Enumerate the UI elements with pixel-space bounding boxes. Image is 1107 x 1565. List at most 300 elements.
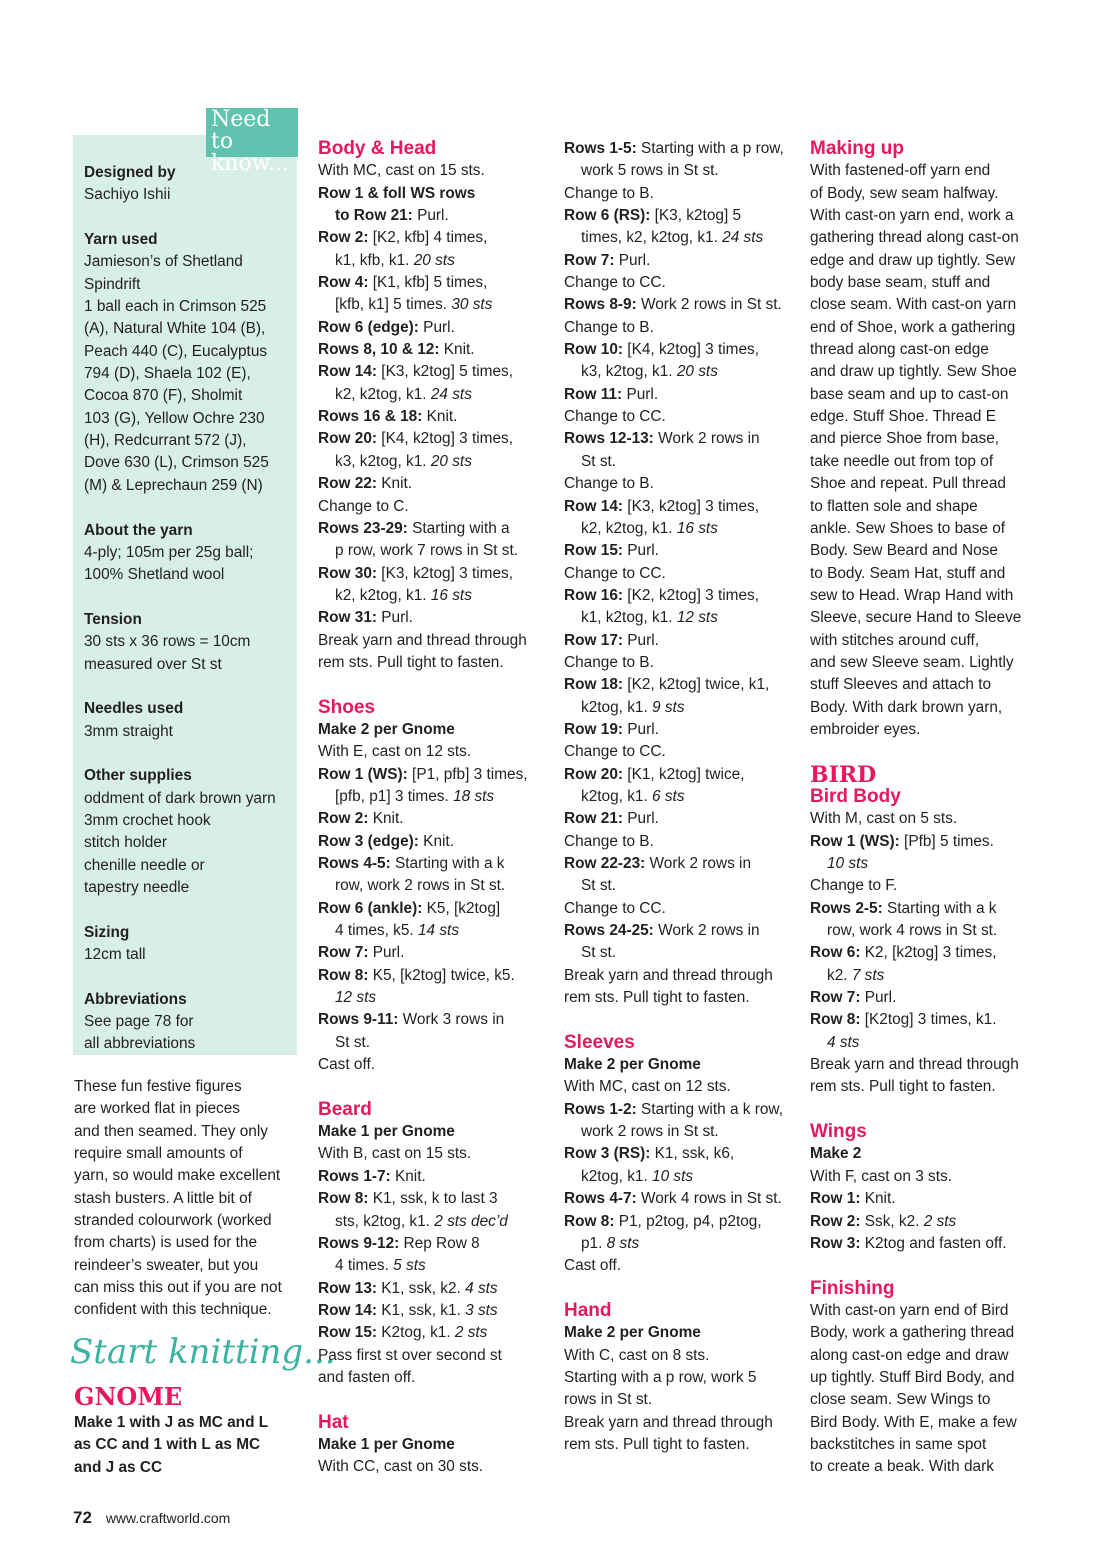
pattern-line [810, 361, 1042, 383]
stitch-count: 10 sts [652, 1167, 694, 1185]
pattern-line [318, 294, 546, 316]
row-text: Change to CC. [564, 743, 666, 761]
row-text: K1, ssk, k1. [377, 1301, 466, 1319]
row-label: Rows 2-5: [810, 899, 883, 917]
row-text: k2, k2tog, k1. [581, 519, 677, 537]
section-heading: Finishing [810, 1277, 895, 1299]
row-text: k1, kfb, k1. [335, 251, 414, 269]
row-text: stuff Sleeves and attach to [810, 676, 992, 694]
stitch-count: 20 sts [676, 363, 718, 381]
pattern-line [318, 1166, 546, 1188]
pattern-line [318, 1345, 546, 1367]
section-heading: Making up [810, 138, 904, 159]
row-text: With B, cast on 15 sts. [318, 1145, 472, 1163]
row-label: Row 1 & foll WS rows [318, 184, 476, 202]
row-text: With C, cast on 8 sts. [564, 1346, 710, 1364]
pattern-line [318, 1367, 546, 1389]
row-text: Knit. [422, 408, 458, 426]
pattern-line [810, 160, 1042, 182]
row-text: Change to CC. [564, 899, 666, 917]
sidebar-value: Peach 440 (C), Eucalyptus [84, 342, 268, 360]
row-text: k3, k2tog, k1. [581, 363, 677, 381]
stitch-count: 18 sts [453, 787, 495, 805]
sidebar-value: stitch holder [84, 834, 167, 852]
row-label: Row 8: [318, 1190, 369, 1208]
row-text: Break yarn and thread through [564, 1413, 773, 1431]
row-label: Row 3: [810, 1234, 861, 1252]
row-text: Knit. [390, 1167, 426, 1185]
pattern-line [318, 1456, 546, 1478]
row-text: Break yarn and thread through [810, 1056, 1019, 1074]
pattern-line [564, 987, 794, 1009]
pattern-line [810, 384, 1042, 406]
row-text: K1, ssk, k6, [650, 1145, 735, 1163]
pattern-line [318, 652, 546, 674]
row-text: work 2 rows in St st. [581, 1123, 719, 1141]
row-text: k2tog, k1. [581, 698, 653, 716]
row-text: Purl. [623, 810, 659, 828]
spacer [84, 743, 294, 765]
pattern-line [318, 250, 546, 272]
row-text: edge and draw up tightly. Sew [810, 251, 1016, 269]
pattern-line [810, 1188, 1042, 1210]
row-text: Cast off. [318, 1056, 376, 1074]
sidebar-value: chenille needle or [84, 856, 205, 874]
pattern-line [318, 1032, 546, 1054]
row-text: gathering thread along cast-on [810, 229, 1019, 247]
pattern-line [810, 898, 1042, 920]
pattern-line [318, 540, 546, 562]
row-text: p row, work 7 rows in St st. [335, 542, 519, 560]
row-label: Row 15: [318, 1324, 378, 1342]
pattern-line [564, 227, 794, 249]
pattern-line [564, 898, 794, 920]
section-subheading: Make 1 per Gnome [318, 1435, 455, 1453]
pattern-line [564, 473, 794, 495]
row-text: [kfb, k1] 5 times. [335, 296, 452, 314]
intro-paragraph [74, 1076, 302, 1322]
pattern-line [318, 227, 546, 249]
row-text: Work 3 rows in [398, 1011, 505, 1029]
row-label: Row 31: [318, 609, 378, 627]
pattern-line [810, 674, 1042, 696]
row-text: With F, cast on 3 sts. [810, 1167, 952, 1185]
pattern-line [318, 361, 546, 383]
pattern-line [810, 920, 1042, 942]
sidebar-value: Dove 630 (L), Crimson 525 [84, 454, 269, 472]
row-text: Knit. [439, 341, 475, 359]
stitch-count: 3 sts [465, 1301, 498, 1319]
row-text: embroider eyes. [810, 720, 921, 738]
row-text: edge. Stuff Shoe. Thread E [810, 408, 996, 426]
pattern-line [564, 719, 794, 741]
spacer [84, 497, 294, 519]
pattern-line [318, 630, 546, 652]
row-text: Knit. [368, 810, 404, 828]
row-label: Row 8: [318, 966, 369, 984]
row-label: Row 6: [810, 944, 861, 962]
pattern-line [564, 585, 794, 607]
row-label: Row 1: [810, 1190, 861, 1208]
section-heading: Wings [810, 1121, 867, 1143]
row-text: [K1, kfb] 5 times, [368, 274, 488, 292]
row-label: Row 20: [564, 765, 624, 783]
row-text: Purl. [412, 207, 449, 225]
intro-line: These fun festive figures [74, 1078, 242, 1095]
row-label: Rows 1-7: [318, 1167, 391, 1185]
row-text: rem sts. Pull tight to fasten. [564, 1435, 750, 1453]
spacer [84, 587, 294, 609]
row-text: With MC, cast on 15 sts. [318, 162, 485, 180]
row-label: Row 8: [810, 1011, 861, 1029]
row-label: Row 20: [318, 430, 378, 448]
stitch-count: 9 sts [652, 698, 685, 716]
spacer [84, 966, 294, 988]
row-text: Change to B. [564, 832, 654, 850]
sidebar-value: 1 ball each in Crimson 525 [84, 298, 267, 316]
sidebar-value: tapestry needle [84, 879, 190, 896]
row-label: Row 6 (ankle): [318, 899, 423, 917]
row-label: Row 11: [564, 385, 623, 403]
pattern-line [318, 831, 546, 853]
pattern-line [810, 1211, 1042, 1233]
pattern-line [810, 205, 1042, 227]
row-text: Purl. [377, 609, 413, 627]
row-text: base seam and up to cast-on [810, 385, 1009, 403]
pattern-line [318, 1143, 546, 1165]
pattern-line [810, 987, 1042, 1009]
pattern-line [564, 1143, 794, 1165]
row-text: with stitches around cuff, [810, 631, 980, 649]
row-text: Knit. [377, 475, 413, 493]
row-text: Starting with a k row, [636, 1100, 783, 1118]
row-label: Rows 4-5: [318, 855, 391, 872]
sidebar-value: Spindrift [84, 275, 141, 293]
pattern-column-2 [564, 138, 794, 1456]
row-text: close seam. With cast-on yarn [810, 296, 1017, 314]
pattern-line [810, 227, 1042, 249]
section-subheading: Make 2 per Gnome [318, 720, 455, 738]
row-text: Change to F. [810, 877, 898, 895]
pattern-line [564, 294, 794, 316]
row-text: Work 2 rows in [653, 922, 760, 940]
website-link[interactable]: www.craftworld.com [105, 1510, 231, 1526]
pattern-line [810, 1054, 1042, 1076]
pattern-line [810, 1412, 1042, 1434]
pattern-line [810, 406, 1042, 428]
row-text: Purl. [623, 631, 659, 649]
row-text: Purl. [418, 318, 455, 336]
gnome-subtitle-line: and J as CC [74, 1458, 163, 1476]
pattern-line [564, 630, 794, 652]
need-to-know-list [84, 162, 294, 1056]
sidebar-label: Abbreviations [84, 990, 187, 1008]
row-label: Row 3 (RS): [564, 1145, 651, 1163]
row-label: Rows 8, 10 & 12: [318, 341, 440, 359]
row-label: Row 2: [810, 1212, 861, 1230]
row-label: Row 15: [564, 542, 624, 560]
row-text: [K4, k2tog] 3 times, [377, 430, 514, 448]
sidebar-value: oddment of dark brown yarn [84, 789, 276, 807]
intro-line: require small amounts of [74, 1145, 243, 1163]
pattern-line [318, 473, 546, 495]
row-text: Break yarn and thread through [318, 631, 527, 649]
row-text: Purl. [623, 720, 659, 738]
row-text: backstitches in same spot [810, 1435, 987, 1453]
pattern-line [318, 384, 546, 406]
row-text: Body. With dark brown yarn, [810, 698, 1003, 716]
sidebar-value: 3mm straight [84, 722, 173, 740]
sidebar-value: 30 sts x 36 rows = 10cm [84, 633, 251, 651]
stitch-count: 16 sts [676, 519, 718, 537]
row-text: [pfb, p1] 3 times. [335, 787, 454, 805]
row-text: Change to B. [564, 475, 654, 493]
row-text: Starting with a p row, work 5 [564, 1368, 757, 1386]
pattern-line [318, 496, 546, 518]
row-text: [K2, kfb] 4 times, [368, 229, 488, 247]
row-label: Rows 4-7: [564, 1190, 637, 1208]
pattern-line [810, 1322, 1042, 1344]
row-label: Rows 9-12: [318, 1234, 400, 1252]
row-text: Sleeve, secure Hand to Sleeve [810, 609, 1022, 627]
row-text: P1, p2tog, p4, p2tog, [614, 1212, 762, 1230]
row-text: of Body, sew seam halfway. [810, 184, 999, 202]
row-text: Starting with a [407, 519, 510, 537]
intro-line: stash busters. A little bit of [74, 1189, 252, 1207]
section-heading: Sleeves [564, 1031, 635, 1053]
row-text: Starting with a k [390, 855, 505, 872]
row-text: K5, [k2tog] [422, 899, 501, 917]
sidebar-label: Sizing [84, 923, 130, 941]
row-label: Rows 9-11: [318, 1011, 399, 1029]
pattern-line [564, 607, 794, 629]
row-text: Purl. [614, 251, 651, 269]
pattern-line [564, 1255, 794, 1277]
row-text: work 5 rows in St st. [581, 162, 719, 180]
row-text: to flatten sole and shape [810, 497, 978, 515]
stitch-count: 4 sts [827, 1033, 860, 1051]
row-text: Body, work a gathering thread [810, 1324, 1015, 1342]
pattern-line [318, 428, 546, 450]
pattern-line [564, 1188, 794, 1210]
row-text: [K1, k2tog] twice, [623, 765, 745, 783]
row-label: Row 10: [564, 341, 624, 359]
row-label: Row 1 (WS): [318, 765, 408, 783]
pattern-line [318, 875, 546, 897]
row-text: 4 times, k5. [335, 922, 418, 940]
row-label: Rows 1-5: [564, 140, 637, 157]
pattern-line [564, 965, 794, 987]
need-to-know-badge [206, 107, 298, 176]
pattern-line [564, 1099, 794, 1121]
pattern-line [564, 674, 794, 696]
row-text: K2, [k2tog] 3 times, [860, 944, 997, 962]
row-text: up tightly. Stuff Bird Body, and [810, 1368, 1015, 1386]
pattern-line [810, 652, 1042, 674]
row-text: thread along cast-on edge [810, 341, 989, 359]
pattern-line [564, 496, 794, 518]
pattern-line [564, 808, 794, 830]
pattern-line [564, 451, 794, 473]
pattern-line [318, 808, 546, 830]
row-label: Row 22-23: [564, 855, 646, 872]
row-text: rem sts. Pull tight to fasten. [810, 1078, 996, 1096]
pattern-line [564, 339, 794, 361]
pattern-line [318, 451, 546, 473]
pattern-line [318, 1009, 546, 1031]
row-text: [K2tog] 3 times, k1. [860, 1011, 997, 1029]
pattern-line [810, 428, 1042, 450]
section-subheading: Make 2 [810, 1145, 862, 1163]
pattern-line [318, 339, 546, 361]
pattern-line [564, 853, 794, 875]
pattern-line [564, 1345, 794, 1367]
pattern-line [810, 250, 1042, 272]
row-text: sts, k2tog, k1. [335, 1212, 435, 1230]
gnome-subtitle-line: Make 1 with J as MC and L [74, 1414, 269, 1431]
row-text: K2tog, k1. [377, 1324, 455, 1342]
row-text: St st. [581, 877, 617, 895]
sidebar-value: Cocoa 870 (F), Sholmit [84, 387, 243, 405]
row-text: Work 4 rows in St st. [636, 1190, 782, 1208]
row-label: Row 30: [318, 564, 378, 582]
pattern-line [564, 1367, 794, 1389]
pattern-line [810, 1032, 1042, 1054]
pattern-line [318, 786, 546, 808]
pattern-line [810, 875, 1042, 897]
row-text: With CC, cast on 30 sts. [318, 1458, 484, 1476]
pattern-line [810, 1345, 1042, 1367]
pattern-line [810, 272, 1042, 294]
row-text: Cast off. [564, 1257, 622, 1275]
row-label: Row 13: [318, 1279, 378, 1297]
pattern-line [564, 942, 794, 964]
pattern-line [564, 1076, 794, 1098]
pattern-line [810, 630, 1042, 652]
intro-line: are worked flat in pieces [74, 1100, 240, 1118]
row-text: [K4, k2tog] 3 times, [623, 341, 760, 359]
pattern-line [564, 317, 794, 339]
row-text: [K3, k2tog] 3 times, [623, 497, 760, 515]
pattern-line [564, 1434, 794, 1456]
row-text: With E, cast on 12 sts. [318, 743, 472, 761]
pattern-line [318, 1054, 546, 1076]
pattern-line [318, 563, 546, 585]
pattern-line [564, 831, 794, 853]
pattern-line [810, 473, 1042, 495]
row-text: Change to CC. [564, 408, 666, 426]
row-text: rem sts. Pull tight to fasten. [564, 989, 750, 1007]
stitch-count: 6 sts [652, 787, 685, 805]
pattern-line [318, 317, 546, 339]
row-text: K5, [k2tog] twice, k5. [368, 966, 515, 984]
row-text: times, k2, k2tog, k1. [581, 229, 723, 247]
section-heading: Body & Head [318, 138, 437, 159]
pattern-line [810, 853, 1042, 875]
row-text: sew to Head. Wrap Hand with [810, 586, 1014, 604]
row-text: With MC, cast on 12 sts. [564, 1078, 731, 1096]
row-text: [Pfb] 5 times. [899, 832, 994, 850]
pattern-line [810, 1166, 1042, 1188]
pattern-line [810, 719, 1042, 741]
pattern-line [810, 451, 1042, 473]
pattern-line [810, 339, 1042, 361]
row-label: Row 14: [318, 1301, 378, 1319]
row-text: Purl. [860, 989, 897, 1007]
pattern-line [564, 428, 794, 450]
pattern-line [564, 652, 794, 674]
spacer [84, 207, 294, 229]
pattern-line [318, 205, 546, 227]
row-text: p1. [581, 1234, 607, 1252]
pattern-line [318, 1278, 546, 1300]
pattern-line [564, 741, 794, 763]
sidebar-value: (M) & Leprechaun 259 (N) [84, 476, 263, 494]
row-text: Purl. [368, 944, 405, 962]
row-label: Row 3 (edge): [318, 832, 419, 850]
sidebar-value: 12cm tall [84, 946, 146, 964]
row-text: Body. Sew Beard and Nose [810, 542, 998, 560]
sidebar-value: measured over St st [84, 655, 222, 673]
pattern-line [564, 406, 794, 428]
pattern-line [564, 1166, 794, 1188]
row-label: to Row 21: [335, 207, 413, 225]
row-text: k2, k2tog, k1. [335, 586, 431, 604]
pattern-line [564, 786, 794, 808]
row-text: With cast-on yarn end, work a [810, 207, 1014, 225]
row-text: With cast-on yarn end of Bird [810, 1301, 1009, 1319]
row-text: Break yarn and thread through [564, 966, 773, 984]
sidebar-label: Other supplies [84, 767, 192, 785]
row-text: and sew Sleeve seam. Lightly [810, 653, 1014, 671]
row-text: row, work 4 rows in St st. [827, 922, 998, 940]
stitch-count: 24 sts [722, 229, 764, 247]
section-subheading: Make 1 per Gnome [318, 1123, 455, 1141]
pattern-line [318, 965, 546, 987]
section-heading: Hand [564, 1299, 612, 1321]
pattern-line [318, 987, 546, 1009]
pattern-line [564, 697, 794, 719]
row-text: With fastened-off yarn end [810, 162, 991, 180]
section-subheading: Make 2 per Gnome [564, 1056, 701, 1074]
badge-line: know... [211, 151, 289, 176]
row-text: k3, k2tog, k1. [335, 452, 431, 470]
stitch-count: 2 sts [454, 1324, 488, 1342]
row-text: Work 2 rows in St st. [636, 296, 782, 314]
row-text: Bird Body. With E, make a few [810, 1413, 1017, 1431]
row-text: row, work 2 rows in St st. [335, 877, 506, 895]
sidebar-value: (H), Redcurrant 572 (J), [84, 432, 247, 450]
row-label: Row 14: [564, 497, 624, 515]
spacer [84, 676, 294, 698]
stitch-count: 7 sts [851, 966, 885, 984]
row-text: [K3, k2tog] 3 times, [377, 564, 514, 582]
row-text: With M, cast on 5 sts. [810, 810, 958, 828]
row-text: and pierce Shoe from base, [810, 430, 1000, 448]
sidebar-value: 4-ply; 105m per 25g ball; [84, 543, 254, 561]
row-text: k1, k2tog, k1. [581, 609, 677, 627]
pattern-line [318, 741, 546, 763]
pattern-line [564, 361, 794, 383]
pattern-line [810, 518, 1042, 540]
row-text: Change to B. [564, 318, 654, 336]
start-knitting-heading: Start knitting... [70, 1332, 336, 1372]
row-text: Ssk, k2. [860, 1212, 924, 1230]
sidebar-value: See page 78 for [84, 1013, 194, 1031]
pattern-line [810, 1009, 1042, 1031]
row-text: take needle out from top of [810, 452, 994, 470]
row-text: K1, ssk, k to last 3 [368, 1190, 498, 1208]
